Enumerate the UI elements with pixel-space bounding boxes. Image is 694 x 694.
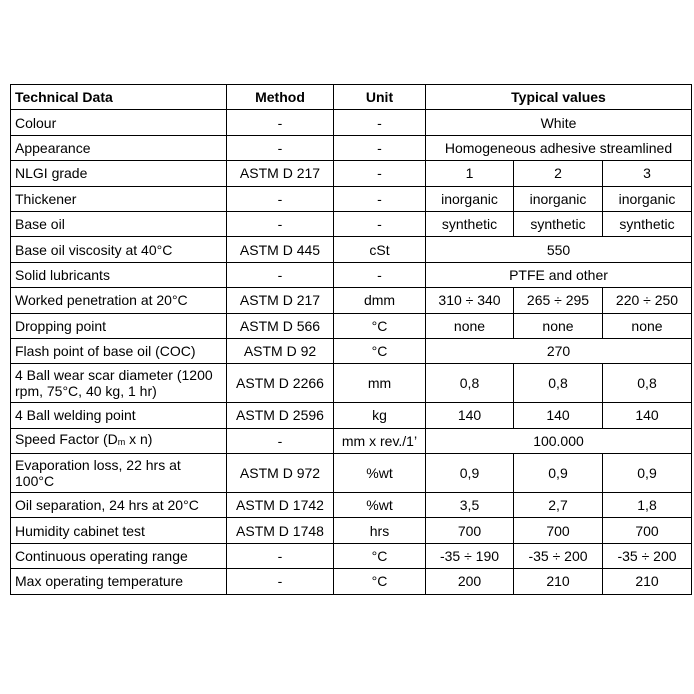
row-value-grade-1: 700 xyxy=(426,518,514,543)
row-value: PTFE and other xyxy=(426,262,692,287)
row-value-grade-2: 2,7 xyxy=(514,493,603,518)
row-label: Colour xyxy=(11,110,227,135)
row-value-grade-2: -35 ÷ 200 xyxy=(514,543,603,568)
row-value-grade-3: 700 xyxy=(603,518,692,543)
row-unit: - xyxy=(334,186,426,211)
row-method: ASTM D 2266 xyxy=(227,364,334,403)
row-value-grade-1: -35 ÷ 190 xyxy=(426,543,514,568)
table-row xyxy=(11,135,692,160)
row-label: 4 Ball welding point xyxy=(11,403,227,428)
header-technical-data: Technical Data xyxy=(11,85,227,110)
table-row xyxy=(11,518,692,543)
row-value-grade-3: 140 xyxy=(603,403,692,428)
row-value-grade-3: -35 ÷ 200 xyxy=(603,543,692,568)
technical-data-table xyxy=(10,84,692,595)
row-value: 100.000 xyxy=(426,428,692,453)
row-unit: %wt xyxy=(334,454,426,493)
row-method: ASTM D 566 xyxy=(227,313,334,338)
table-row xyxy=(11,543,692,568)
row-value-grade-2: 140 xyxy=(514,403,603,428)
row-label: Flash point of base oil (COC) xyxy=(11,338,227,363)
row-value: 550 xyxy=(426,237,692,262)
row-value-grade-2: 0,9 xyxy=(514,454,603,493)
row-label: Base oil xyxy=(11,211,227,236)
table-row xyxy=(11,338,692,363)
header-method: Method xyxy=(227,85,334,110)
row-method: - xyxy=(227,211,334,236)
table-row xyxy=(11,364,692,403)
table-row xyxy=(11,428,692,453)
row-unit: °C xyxy=(334,338,426,363)
row-value-grade-2: none xyxy=(514,313,603,338)
row-value-grade-1: 1 xyxy=(426,161,514,186)
row-label: Dropping point xyxy=(11,313,227,338)
row-unit: mm xyxy=(334,364,426,403)
row-value-grade-3: inorganic xyxy=(603,186,692,211)
row-value-grade-2: 0,8 xyxy=(514,364,603,403)
row-method: ASTM D 92 xyxy=(227,338,334,363)
table-row xyxy=(11,454,692,493)
table-row xyxy=(11,237,692,262)
row-method: ASTM D 445 xyxy=(227,237,334,262)
row-unit: dmm xyxy=(334,288,426,313)
row-method: ASTM D 217 xyxy=(227,288,334,313)
row-value-grade-2: 700 xyxy=(514,518,603,543)
row-value-grade-3: 1,8 xyxy=(603,493,692,518)
row-unit: °C xyxy=(334,313,426,338)
row-value-grade-1: 0,9 xyxy=(426,454,514,493)
table-row xyxy=(11,403,692,428)
row-unit: °C xyxy=(334,543,426,568)
row-value-grade-2: 2 xyxy=(514,161,603,186)
row-method: - xyxy=(227,543,334,568)
row-unit: mm x rev./1’ xyxy=(334,428,426,453)
row-method: - xyxy=(227,135,334,160)
row-value-grade-1: inorganic xyxy=(426,186,514,211)
row-value-grade-3: 3 xyxy=(603,161,692,186)
row-label-post: x n) xyxy=(125,431,153,448)
header-row xyxy=(11,85,692,110)
row-method: ASTM D 1742 xyxy=(227,493,334,518)
row-value-grade-3: none xyxy=(603,313,692,338)
row-unit: %wt xyxy=(334,493,426,518)
row-method: ASTM D 972 xyxy=(227,454,334,493)
row-method: - xyxy=(227,186,334,211)
header-unit: Unit xyxy=(334,85,426,110)
table-row xyxy=(11,569,692,594)
row-method: - xyxy=(227,428,334,453)
row-unit: hrs xyxy=(334,518,426,543)
table-row xyxy=(11,262,692,287)
row-label: Thickener xyxy=(11,186,227,211)
table-row xyxy=(11,493,692,518)
row-value: Homogeneous adhesive streamlined xyxy=(426,135,692,160)
row-value-grade-1: synthetic xyxy=(426,211,514,236)
row-method: ASTM D 217 xyxy=(227,161,334,186)
row-label: Humidity cabinet test xyxy=(11,518,227,543)
row-unit: cSt xyxy=(334,237,426,262)
row-value-grade-3: 210 xyxy=(603,569,692,594)
row-unit: kg xyxy=(334,403,426,428)
row-unit: °C xyxy=(334,569,426,594)
row-value-grade-2: inorganic xyxy=(514,186,603,211)
row-unit: - xyxy=(334,211,426,236)
row-label: Worked penetration at 20°C xyxy=(11,288,227,313)
row-label: NLGI grade xyxy=(11,161,227,186)
row-value-grade-3: synthetic xyxy=(603,211,692,236)
row-unit: - xyxy=(334,161,426,186)
row-unit: - xyxy=(334,110,426,135)
row-label: Solid lubricants xyxy=(11,262,227,287)
table-row xyxy=(11,313,692,338)
row-method: ASTM D 2596 xyxy=(227,403,334,428)
row-method: - xyxy=(227,569,334,594)
row-label: Evaporation loss, 22 hrs at 100°C xyxy=(11,454,227,493)
row-value-grade-1: 0,8 xyxy=(426,364,514,403)
table-row xyxy=(11,161,692,186)
row-value-grade-1: 140 xyxy=(426,403,514,428)
row-label: Max operating temperature xyxy=(11,569,227,594)
table-row xyxy=(11,288,692,313)
row-value-grade-1: 200 xyxy=(426,569,514,594)
row-label: Continuous operating range xyxy=(11,543,227,568)
header-typical-values: Typical values xyxy=(426,85,692,110)
row-value-grade-1: 3,5 xyxy=(426,493,514,518)
row-value-grade-2: 210 xyxy=(514,569,603,594)
row-label: Oil separation, 24 hrs at 20°C xyxy=(11,493,227,518)
row-label xyxy=(11,428,227,453)
row-label: Appearance xyxy=(11,135,227,160)
table-row xyxy=(11,186,692,211)
row-value-grade-3: 0,8 xyxy=(603,364,692,403)
row-label-subscript: m xyxy=(117,437,126,448)
row-value: 270 xyxy=(426,338,692,363)
row-value: White xyxy=(426,110,692,135)
row-value-grade-2: 265 ÷ 295 xyxy=(514,288,603,313)
row-value-grade-3: 0,9 xyxy=(603,454,692,493)
row-method: - xyxy=(227,110,334,135)
row-label-pre: Speed Factor (D xyxy=(15,431,118,448)
row-value-grade-1: none xyxy=(426,313,514,338)
row-value-grade-3: 220 ÷ 250 xyxy=(603,288,692,313)
row-label: Base oil viscosity at 40°C xyxy=(11,237,227,262)
row-label: 4 Ball wear scar diameter (1200 rpm, 75°C, 40 kg, 1 hr) xyxy=(11,364,227,403)
row-unit: - xyxy=(334,135,426,160)
table-row xyxy=(11,110,692,135)
row-value-grade-1: 310 ÷ 340 xyxy=(426,288,514,313)
row-value-grade-2: synthetic xyxy=(514,211,603,236)
row-unit: - xyxy=(334,262,426,287)
table-row xyxy=(11,211,692,236)
row-method: - xyxy=(227,262,334,287)
row-method: ASTM D 1748 xyxy=(227,518,334,543)
